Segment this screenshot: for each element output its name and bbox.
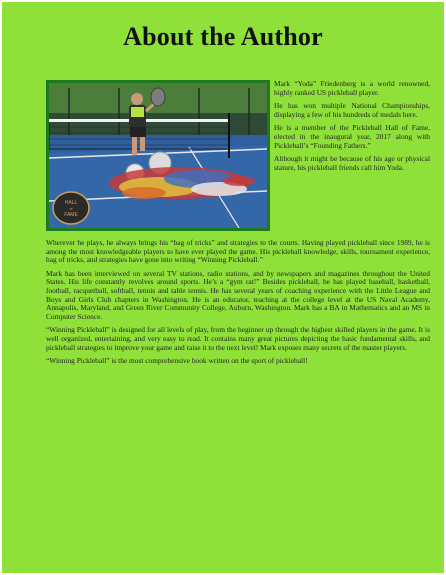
svg-text:HALL: HALL	[64, 200, 78, 206]
body-paragraph: “Winning Pickleball” is designed for all levels of play, from the beginner up through the highest skilled players in the game. It is well organized, entertaining, and very easy to read. It contains many great pictures depicting the basic fundamental skills, and pickleball strategies to improve your game and raise it to the next level! Mark exposes many secrets of the master players.	[46, 325, 430, 352]
author-photo	[46, 80, 270, 231]
body-paragraph: “Winning Pickleball” is the most comprehensive book written on the sport of pickleball!	[46, 356, 308, 366]
intro-paragraph: He has won multiple National Championships, displaying a few of his hundreds of medals here.	[274, 101, 430, 119]
intro-paragraph: Although it might be because of his age or physical stature, his pickleball friends call him Yoda.	[274, 154, 430, 172]
biography-body	[46, 239, 430, 371]
body-paragraph: Mark has been interviewed on several TV stations, radio stations, and by newspapers and magazines throughout the United States. His life constantly revolves around sports. He’s a “gym rat!” Besides pickleball, he has played baseball, basketball, football, racquetball, softball, tennis and table tennis. He has several years of coaching experience with the Little League and Boys and Girls Club chapters in Washington. He is an educator, teaching at the college level at the US Naval Academy, Annapolis, Maryland, and Green River Community College, Auburn, Washington. Mark has a BA in Mathematics and an MS in Computer Science.	[46, 268, 430, 321]
intro-column	[274, 80, 430, 177]
hall-of-fame-logo	[53, 192, 89, 224]
book-page	[2, 2, 444, 573]
intro-paragraph: He is a member of the Pickleball Hall of Fame, elected in the inaugural year, 2017 along with Pickleball’s “Founding Fathers.”	[274, 123, 430, 150]
svg-text:FAME: FAME	[64, 212, 78, 218]
body-paragraph: Wherever he plays, he always brings his “bag of tricks” and strategies to the courts. Having played pickleball since 1989, he is among the most knowledgeable players to have ever played the game. His pickleball knowledge, skills, tournament experience, bag of tricks, and strategies have gone into writing “Winning Pickleball.”	[46, 238, 430, 265]
author-photo-illustration	[49, 83, 267, 228]
intro-paragraph: Mark “Yoda” Friedenberg is a world renowned, highly ranked US pickleball player.	[274, 79, 430, 97]
page-title: About the Author	[123, 22, 323, 51]
svg-text:of: of	[69, 207, 73, 211]
